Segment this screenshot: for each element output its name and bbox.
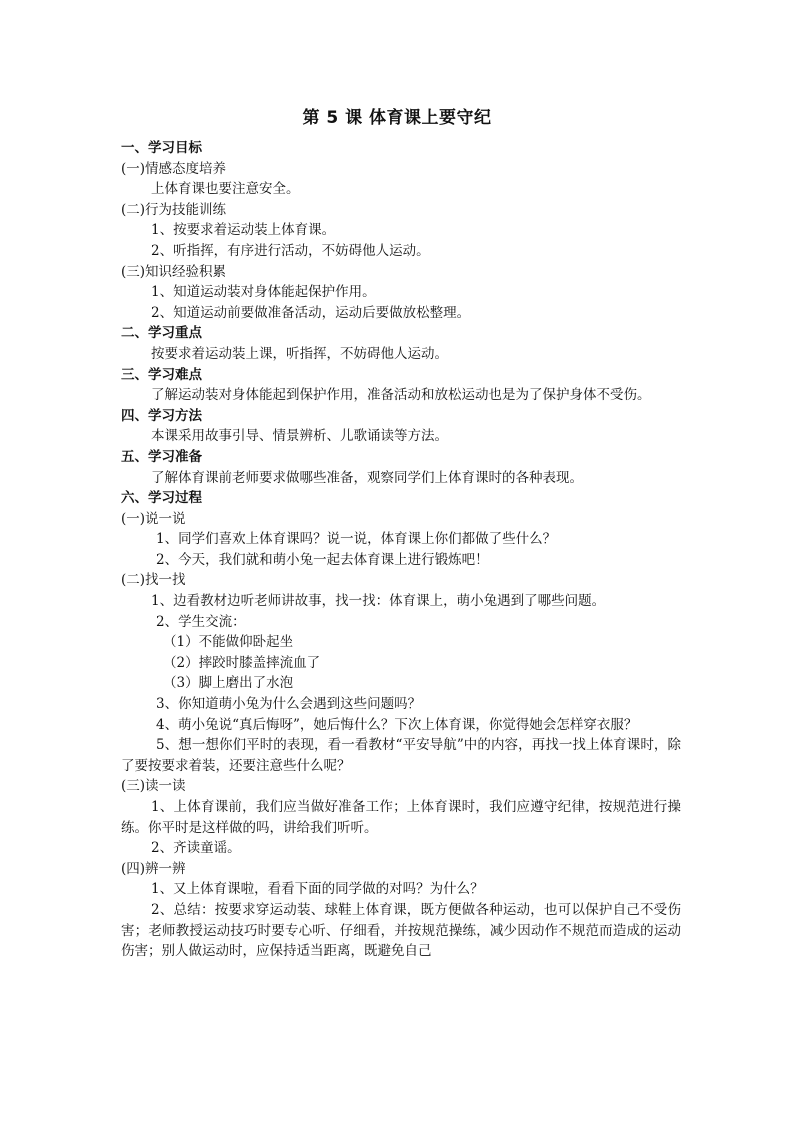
section-heading-objectives: 一、学习目标 <box>121 140 202 156</box>
subheading-find: (二)找一找 <box>121 572 186 589</box>
section-heading-difficulties: 三、学习难点 <box>121 366 202 383</box>
subheading-skills: (二)行为技能训练 <box>121 201 227 218</box>
list-item: 1、同学们喜欢上体育课吗？说一说，体育课上你们都做了些什么？ <box>156 531 557 548</box>
list-item: 2、总结：按要求穿运动装、球鞋上体育课，既方便做各种运动，也可以保护自己不受伤害；老师教授运动技巧时要专心听、仔细看，并按规范操练，减少因动作不规范而造成的运动伤害；别人做运动时，应保持适当距离，既避免自己 <box>121 901 681 960</box>
subheading-read: (三)读一读 <box>121 778 186 795</box>
paragraph: 上体育课也要注意安全。 <box>151 181 300 198</box>
list-item: （2）摔跤时膝盖摔流血了 <box>163 654 321 671</box>
list-item: 1、边看教材边听老师讲故事，找一找：体育课上，萌小兔遇到了哪些问题。 <box>151 593 606 610</box>
paragraph: 了解运动装对身体能起到保护作用，准备活动和放松运动也是为了保护身体不受伤。 <box>151 387 651 404</box>
page-title: 第 5 课 体育课上要守纪 <box>302 108 492 128</box>
section-heading-key-points: 二、学习重点 <box>121 325 202 342</box>
list-item: 1、按要求着运动装上体育课。 <box>151 222 336 239</box>
list-item: 5、想一想你们平时的表现，看一看教材“平安导航”中的内容，再找一找上体育课时，除了要按要求着装，还要注意些什么呢？ <box>121 737 681 774</box>
list-item: （1）不能做仰卧起坐 <box>163 634 294 651</box>
subheading-emotion: (一)情感态度培养 <box>121 160 227 177</box>
list-item: 2、学生交流： <box>156 613 246 630</box>
list-item: 2、听指挥，有序进行活动，不妨碍他人运动。 <box>151 242 430 259</box>
list-item: 1、又上体育课啦，看看下面的同学做的对吗？为什么？ <box>151 881 484 898</box>
list-item: 3、你知道萌小兔为什么会遇到这些问题吗？ <box>156 696 422 713</box>
lesson-content <box>121 138 681 962</box>
section-heading-preparation: 五、学习准备 <box>121 448 202 465</box>
subheading-distinguish: (四)辨一辨 <box>121 860 186 877</box>
paragraph: 了解体育课前老师要求做哪些准备，观察同学们上体育课时的各种表现。 <box>151 469 583 486</box>
subheading-knowledge: (三)知识经验积累 <box>121 263 227 280</box>
section-heading-process: 六、学习过程 <box>121 490 202 507</box>
list-item: 1、知道运动装对身体能起保护作用。 <box>151 284 376 301</box>
paragraph: 本课采用故事引导、情景辨析、儿歌诵读等方法。 <box>151 428 448 445</box>
list-item: 4、萌小兔说“真后悔呀”，她后悔什么？下次上体育课，你觉得她会怎样穿衣服？ <box>156 716 638 733</box>
list-item: 1、上体育课前，我们应当做好准备工作；上体育课时，我们应遵守纪律，按规范进行操练。你平时是这样做的吗，讲给我们听听。 <box>121 799 681 836</box>
paragraph: 按要求着运动装上课，听指挥，不妨碍他人运动。 <box>151 345 448 362</box>
list-item: （3）脚上磨出了水泡 <box>163 675 294 692</box>
list-item: 2、今天，我们就和萌小兔一起去体育课上进行锻炼吧！ <box>156 551 489 568</box>
list-item: 2、知道运动前要做准备活动，运动后要做放松整理。 <box>151 304 471 321</box>
section-heading-methods: 四、学习方法 <box>121 407 202 424</box>
list-item: 2、齐读童谣。 <box>151 840 241 857</box>
subheading-talk: (一)说一说 <box>121 510 186 527</box>
